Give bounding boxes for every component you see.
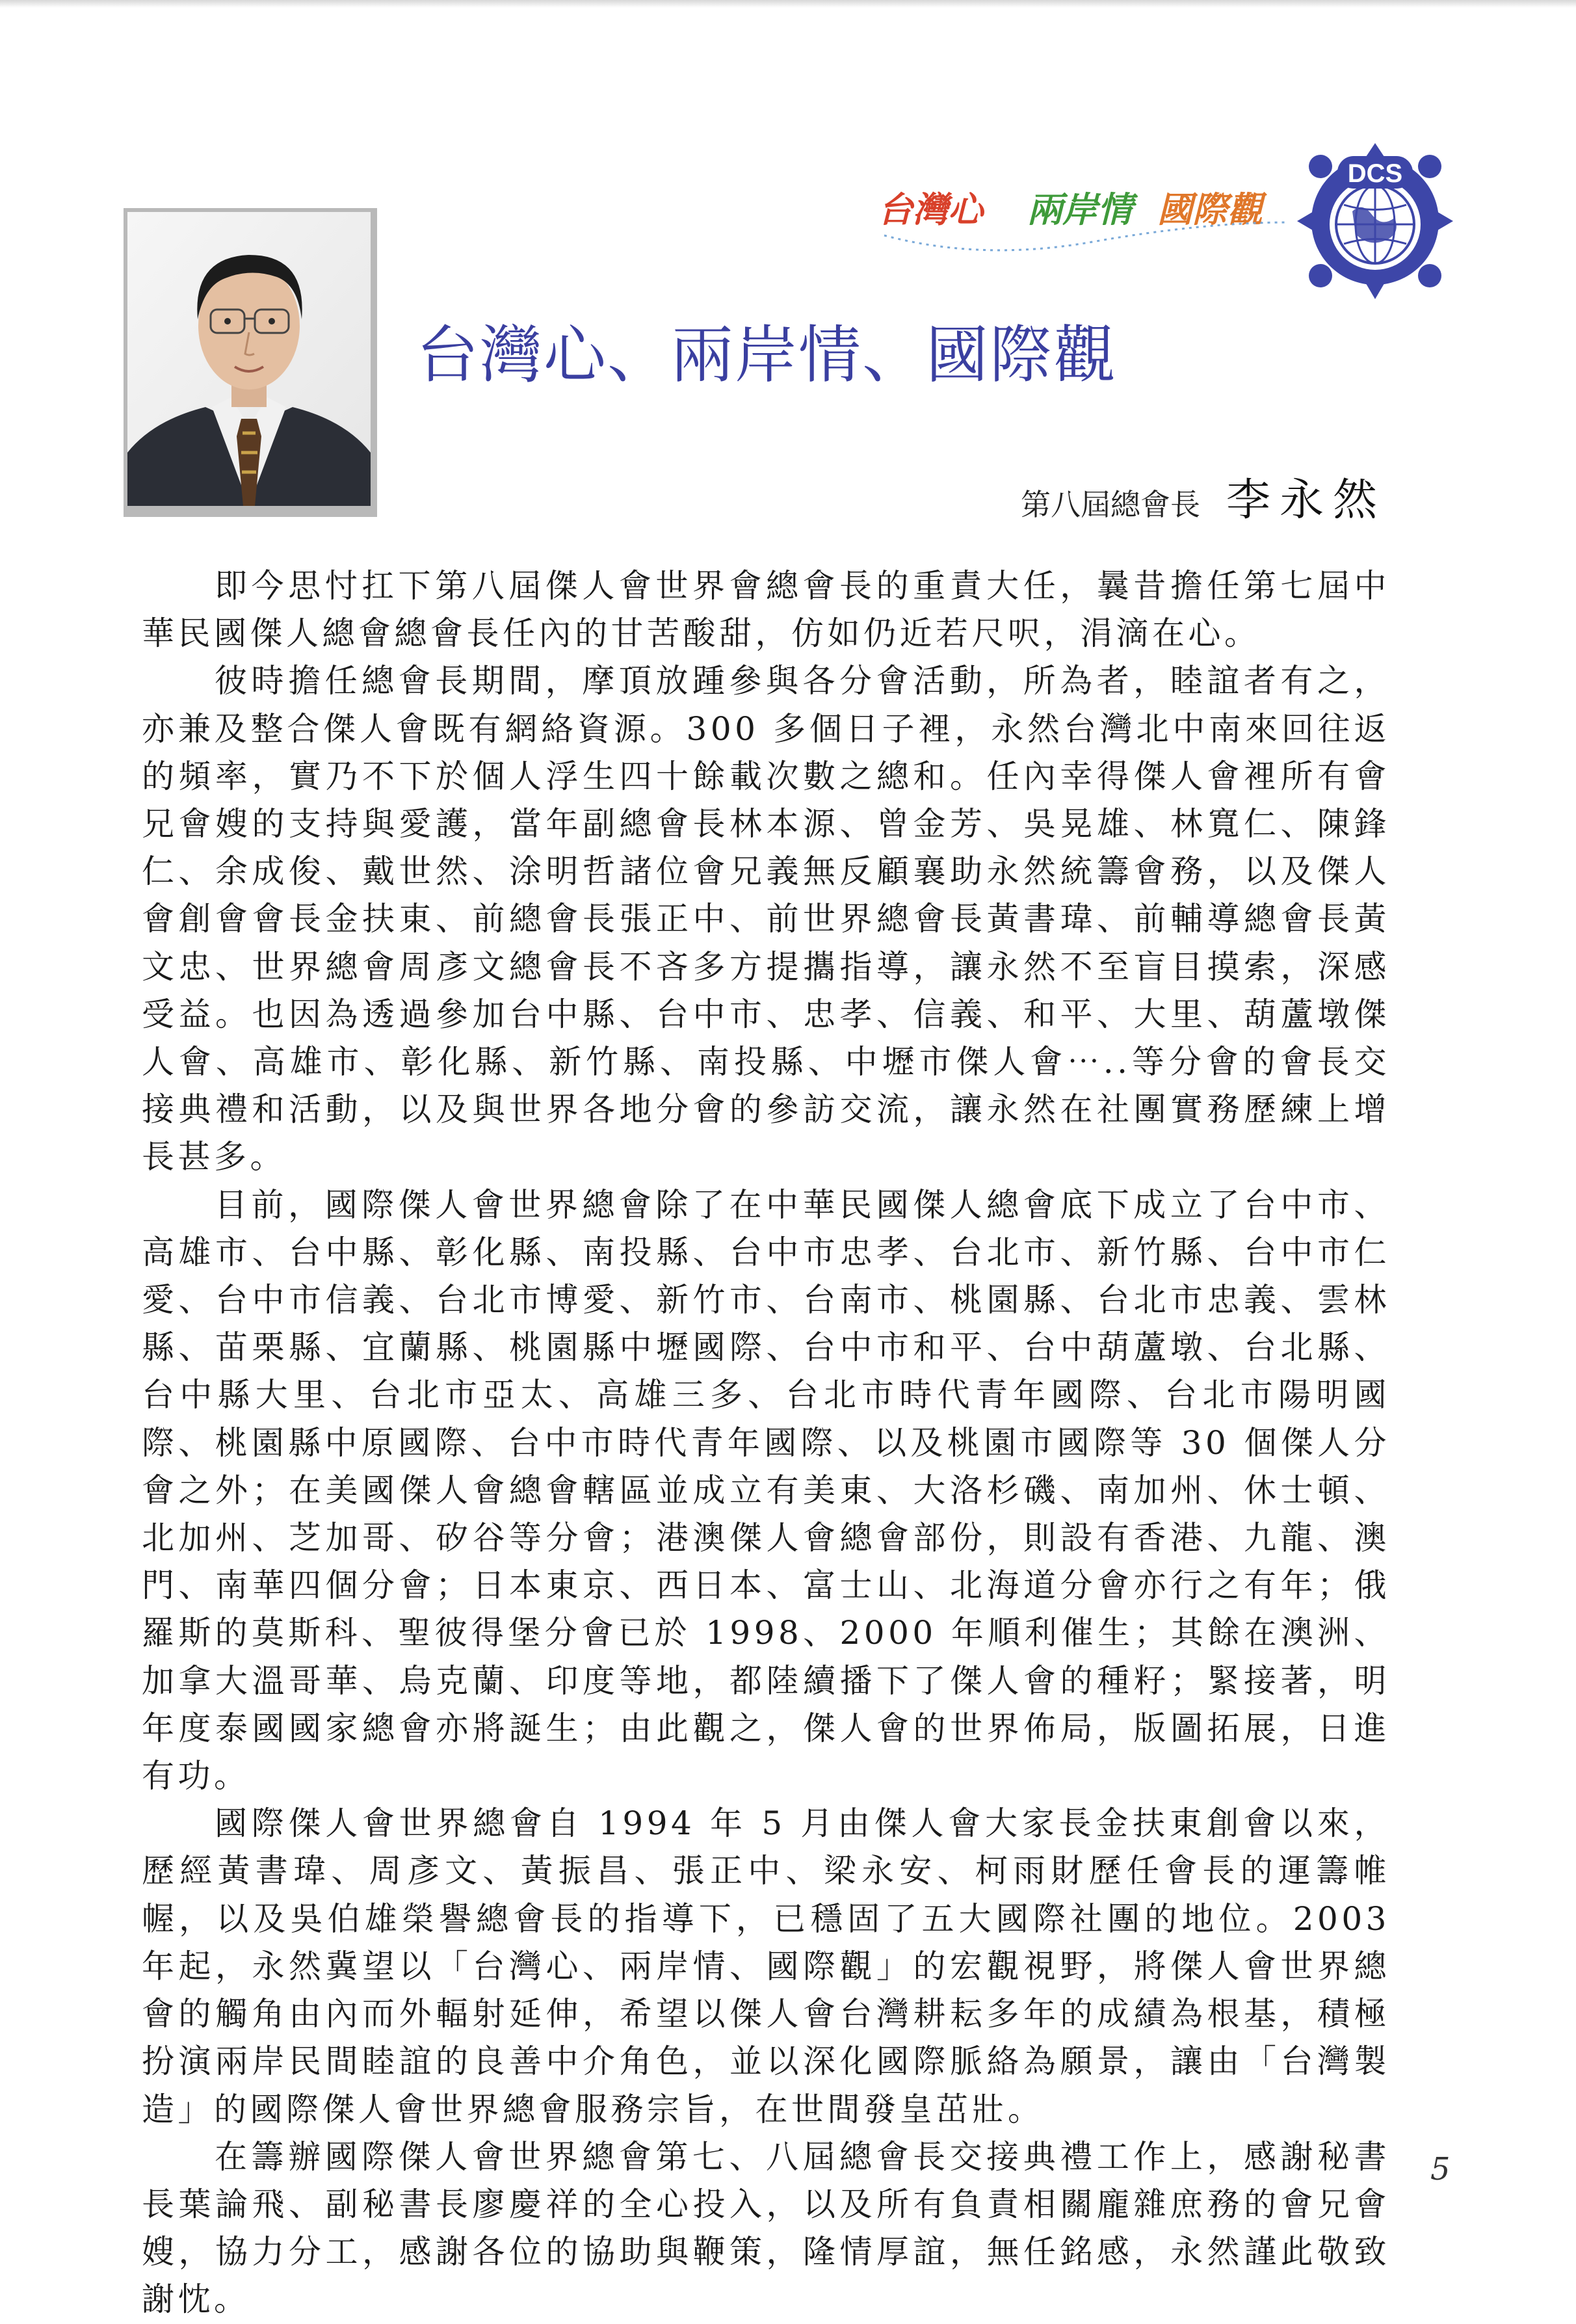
author-portrait [127,212,371,506]
slogan-cross-strait: 兩岸情 [1027,189,1133,230]
paragraph-2: 彼時擔任總會長期間，摩頂放踵參與各分會活動，所為者，睦誼者有之，亦兼及整合傑人會既有網絡資源。300 多個日子裡，永然台灣北中南來回往返的頻率，實乃不下於個人浮生四十餘載次數之總和。任內幸得傑人會裡所有會兄會嫂的支持與愛護，當年副總會長林本源、曾金芳、吳晃雄、林寬仁、陳鋒仁、余成俊、戴世然、涂明哲諸位會兄義無反顧襄助永然統籌會務，以及傑人會創會會長金扶東、前總會長張正中、前世界總會長黃書瑋、前輔導總會長黃文忠、世界總會周彥文總會長不吝多方提攜指導，讓永然不至盲目摸索，深感受益。也因為透過參加台中縣、台中市、忠孝、信義、和平、大里、葫蘆墩傑人會、高雄市、彰化縣、新竹縣、南投縣、中壢市傑人會⋯..等分會的會長交接典禮和活動，以及與世界各地分會的參訪交流，讓永然在社團實務歷練上增長甚多。 [142,662,1390,1176]
author-line [1021,465,1476,528]
slogan-international: 國際觀 [1157,189,1263,230]
author-name: 李永然 [1226,475,1387,526]
header-slogan [878,176,1294,260]
paragraph-5: 在籌辦國際傑人會世界總會第七、八屆總會長交接典禮工作上，感謝秘書長葉論飛、副秘書長廖慶祥的全心投入，以及所有負責相關龐雜庶務的會兄會嫂，協力分工，感謝各位的協助與鞭策，隆情厚誼，無任銘感，永然謹此敬致謝忱。 [142,2137,1390,2319]
page-number: 5 [1430,2151,1451,2187]
article-title: 台灣心、兩岸情、國際觀 [416,319,1117,391]
paragraph-3: 目前，國際傑人會世界總會除了在中華民國傑人總會底下成立了台中市、高雄市、台中縣、彰化縣、南投縣、台中市忠孝、台北市、新竹縣、台中市仁愛、台中市信義、台北市博愛、新竹市、台南市、桃園縣、台北市忠義、雲林縣、苗栗縣、宜蘭縣、桃園縣中壢國際、台中市和平、台中葫蘆墩、台北縣、台中縣大里、台北市亞太、高雄三多、台北市時代青年國際、台北市陽明國際、桃園縣中原國際、台中市時代青年國際、以及桃園市國際等 30 個傑人分會之外；在美國傑人會總會轄區並成立有美東、大洛杉磯、南加州、休士頓、北加州、芝加哥、矽谷等分會；港澳傑人會總會部份，則設有香港、九龍、澳門、南華四個分會；日本東京、西日本、富士山、北海道分會亦行之有年；俄羅斯的莫斯科、聖彼得堡分會已於 1998、2000 年順利催生；其餘在澳洲、加拿大溫哥華、烏克蘭、印度等地，都陸續播下了傑人會的種籽；緊接著，明年度泰國國家總會亦將誕生；由此觀之，傑人會的世界佈局，版圖拓展，日進有功。 [142,1185,1390,1795]
author-role: 第八屆總會長 [1021,487,1200,522]
dcs-logo [1291,130,1460,299]
slogan-wave-decoration [878,216,1294,261]
logo-text: DCS [1347,159,1403,188]
paragraph-1: 即今思忖扛下第八屆傑人會世界會總會長的重責大任，曩昔擔任第七屆中華民國傑人總會總會長任內的甘苦酸甜，仿如仍近若尺呎，涓滴在心。 [142,567,1390,653]
article-body [142,562,1390,2324]
paragraph-4: 國際傑人會世界總會自 1994 年 5 月由傑人會大家長金扶東創會以來，歷經黃書瑋、周彥文、黃振昌、張正中、梁永安、柯雨財歷任會長的運籌帷幄，以及吳伯雄榮譽總會長的指導下，已穩固了五大國際社團的地位。2003 年起，永然冀望以「台灣心、兩岸情、國際觀」的宏觀視野，將傑人會世界總會的觸角由內而外輻射延伸，希望以傑人會台灣耕耘多年的成績為根基，積極扮演兩岸民間睦誼的良善中介角色，並以深化國際脈絡為願景，讓由「台灣製造」的國際傑人會世界總會服務宗旨，在世間發皇茁壯。 [142,1804,1390,2128]
page-edge [0,0,1576,8]
slogan-taiwan-heart: 台灣心 [878,189,983,230]
